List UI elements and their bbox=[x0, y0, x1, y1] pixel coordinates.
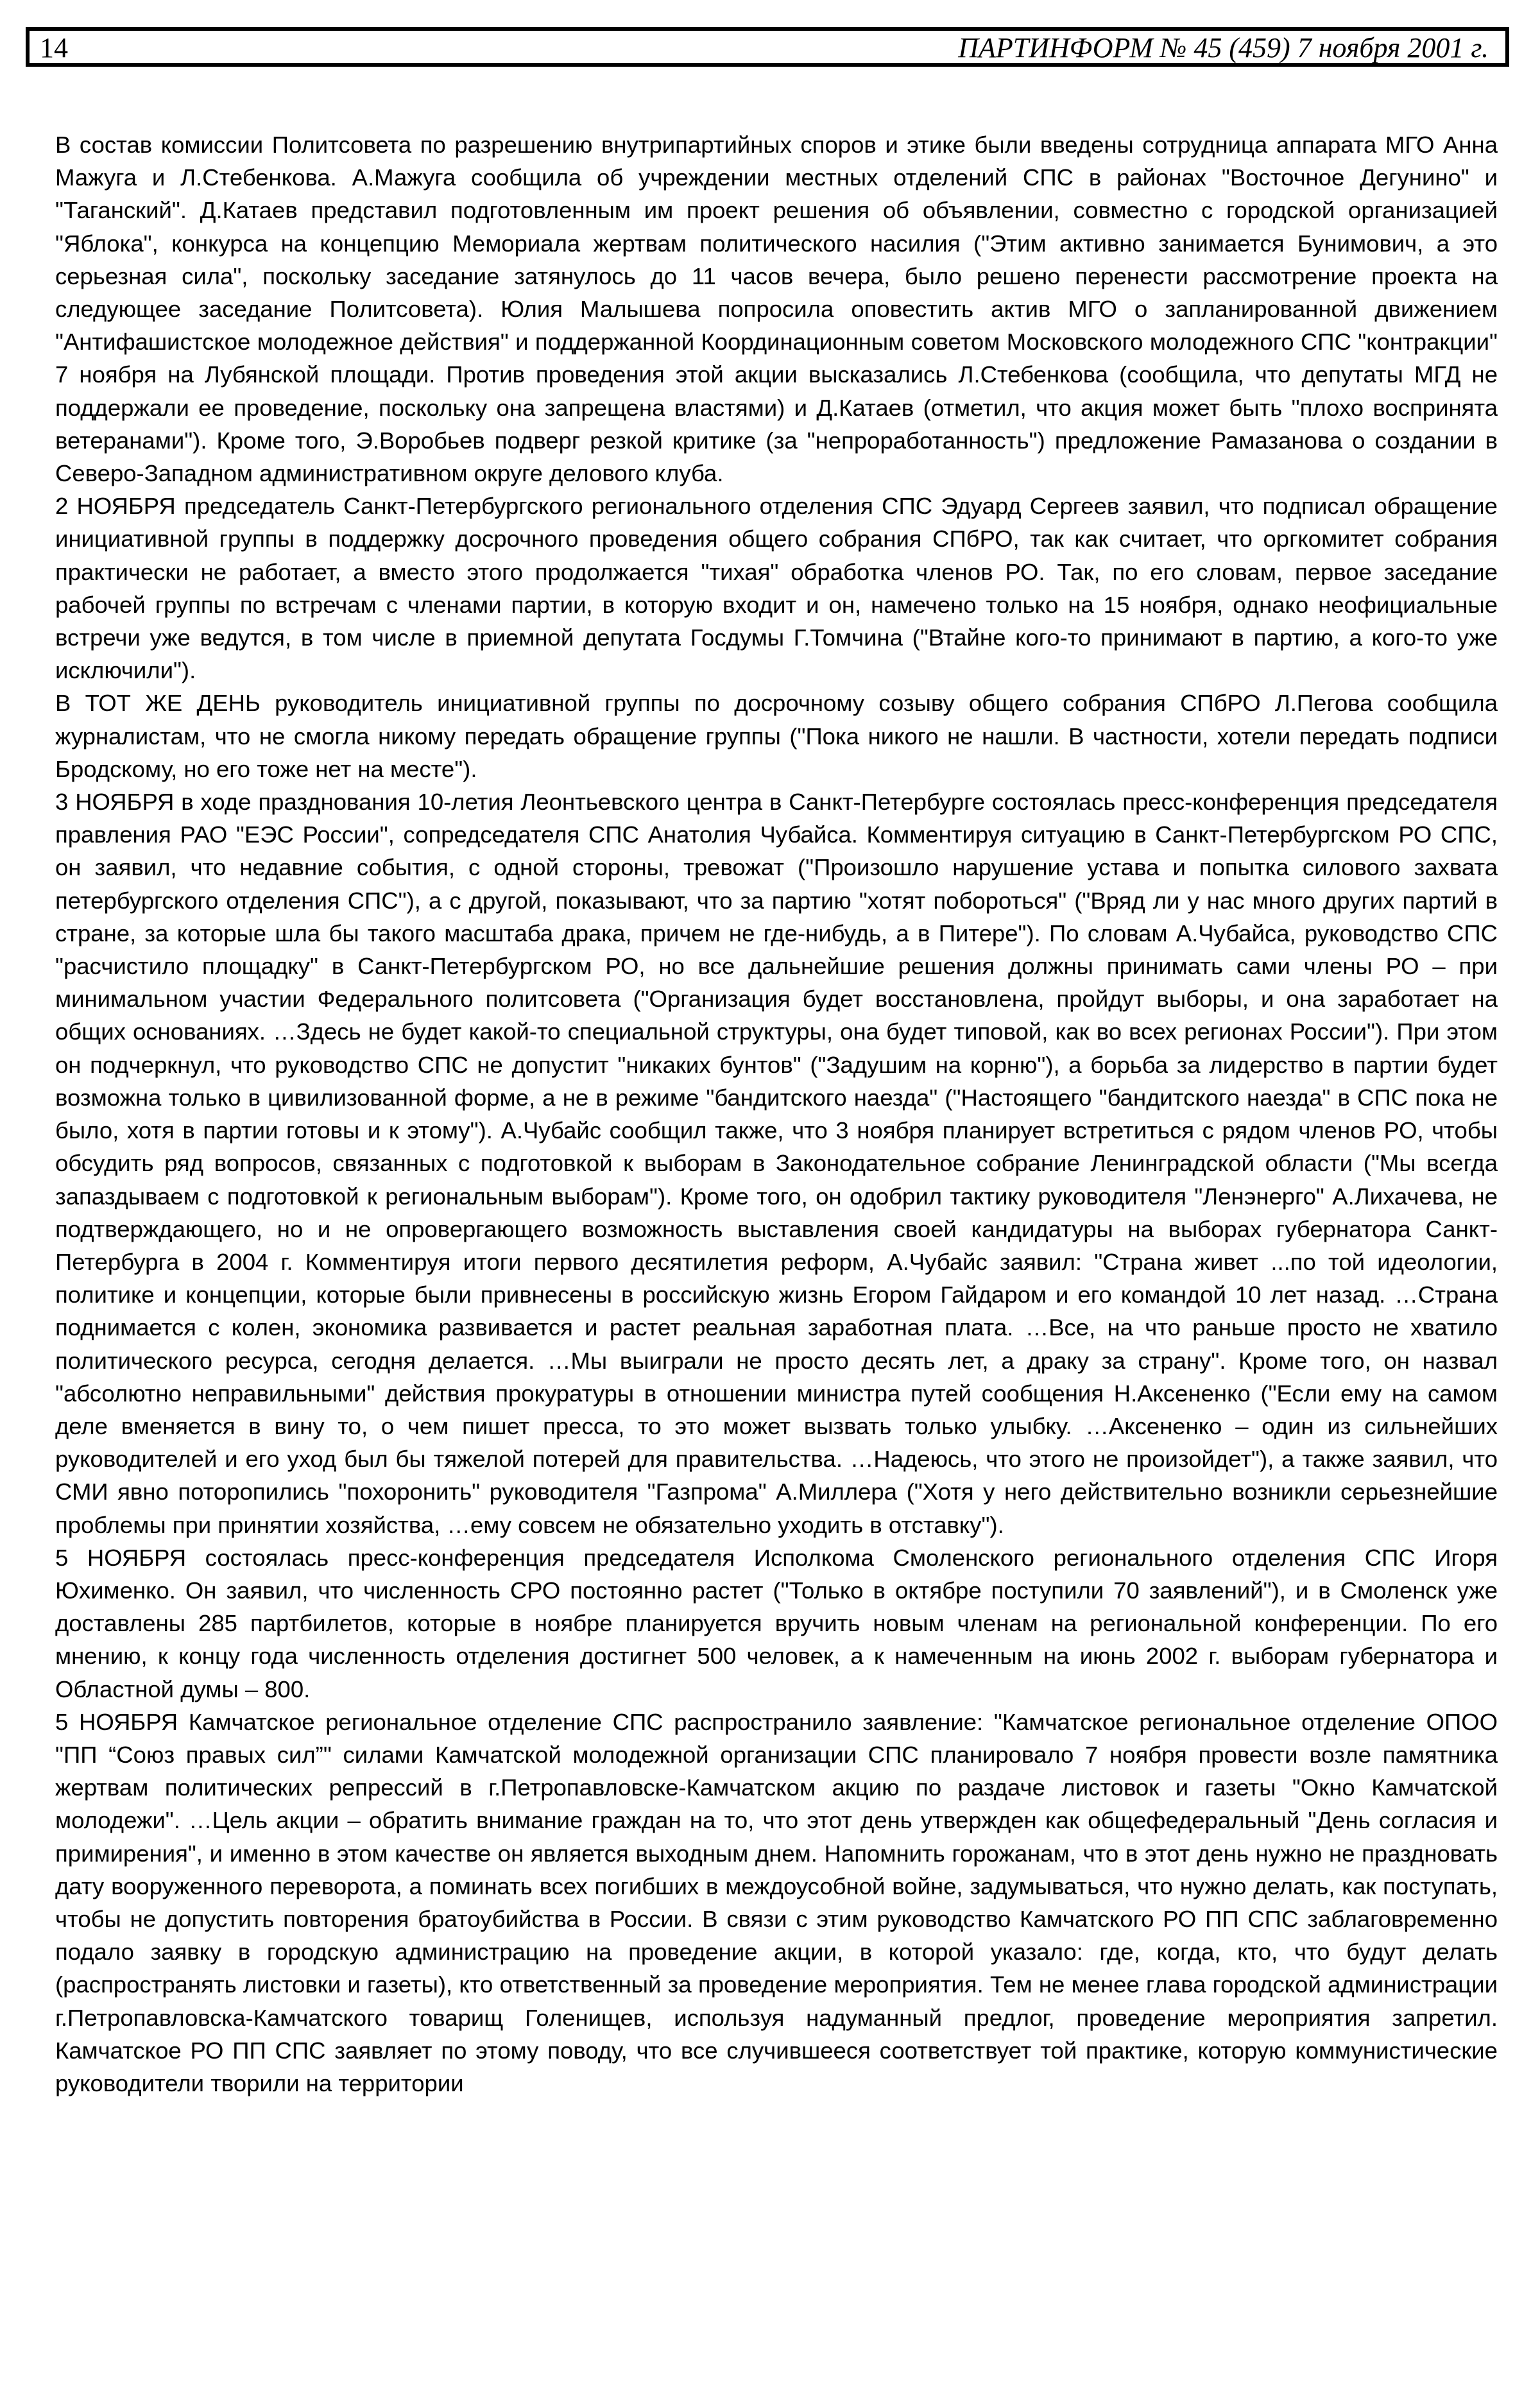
paragraph: 5 НОЯБРЯ Камчатское региональное отделение СПС распространило заявление: "Камчатское региональное отделение ОПОО "ПП “Союз правых сил”" силами Камчатской молодежной организации СПС планировало 7 ноября провести возле памятника жертвам политических репрессий в г.Петропавловске-Камчатском акцию по раздаче листовок и газеты "Окно Камчатской молодежи". …Цель акции – обратить внимание граждан на то, что этот день утвержден как общефедеральный "День согласия и примирения", и именно в этом качестве он является выходным днем. Напомнить горожанам, что в этот день нужно не праздновать дату вооруженного переворота, а поминать всех погибших в междоусобной войне, задумываться, что нужно делать, как поступать, чтобы не допустить повторения братоубийства в России. В связи с этим руководство Камчатского РО ПП СПС заблаговременно подало заявку в городскую администрацию на проведение акции, в которой указало: где, когда, кто, что будут делать (распространять листовки и газеты), кто ответственный за проведение мероприятия. Тем не менее глава городской администрации г.Петропавловска-Камчатского товарищ Голенищев, используя надуманный предлог, проведение мероприятия запретил. Камчатское РО ПП СПС заявляет по этому поводу, что все случившееся соответствует той практике, которую коммунистические руководители творили на территории bbox=[55, 1708, 1498, 2096]
page-number: 14 bbox=[40, 32, 68, 64]
page-header bbox=[26, 27, 1509, 67]
issue-title: ПАРТИНФОРМ № 45 (459) 7 ноября 2001 г. bbox=[958, 32, 1489, 64]
paragraph: 3 НОЯБРЯ в ходе празднования 10-летия Леонтьевского центра в Санкт-Петербурге состоялась пресс-конференция председателя правления РАО "ЕЭС России", сопредседателя СПС Анатолия Чубайса. Комментируя ситуацию в Санкт-Петербургском РО СПС, он заявил, что недавние события, с одной стороны, тревожат ("Произошло нарушение устава и попытка силового захвата петербургского отделения СПС"), а с другой, показывают, что за партию "хотят побороться" ("Вряд ли у нас много других партий в стране, за которые шла бы такого масштаба драка, причем не где-нибудь, а в Питере"). По словам А.Чубайса, руководство СПС "расчистило площадку" в Санкт-Петербургском РО, но все дальнейшие решения должны принимать сами члены РО – при минимальном участии Федерального политсовета ("Организация будет восстановлена, пройдут выборы, и она заработает на общих основаниях. …Здесь не будет какой-то специальной структуры, она будет типовой, как во всех регионах России"). При этом он подчеркнул, что руководство СПС не допустит "никаких бунтов" ("Задушим на корню"), а борьба за лидерство в партии будет возможна только в цивилизованной форме, а не в режиме "бандитского наезда" ("Настоящего "бандитского наезда" в СПС пока не было, хотя в партии готовы и к этому"). А.Чубайс сообщил также, что 3 ноября планирует встретиться с рядом членов РО, чтобы обсудить ряд вопросов, связанных с подготовкой к выборам в Законодательное собрание Ленинградской области ("Мы всегда запаздываем с подготовкой к региональным выборам"). Кроме того, он одобрил тактику руководителя "Ленэнерго" А.Лихачева, не подтверждающего, но и не опровергающего возможность выставления своей кандидатуры на выборах губернатора Санкт-Петербурга в 2004 г. Комментируя итоги первого десятилетия реформ, А.Чубайс заявил: "Страна живет ...по той идеологии, политике и концепции, которые были привнесены в российскую жизнь Егором Гайдаром и его командой 10 лет назад. …Страна поднимается с колен, экономика развивается и растет реальная заработная плата. …Все, на что раньше просто не хватило политического ресурса, сегодня делается. …Мы выиграли не просто десять лет, а драку за страну". Кроме того, он назвал "абсолютно неправильными" действия прокуратуры в отношении министра путей сообщения Н.Аксененко ("Если ему на самом деле вменяется в вину то, о чем пишет пресса, то это может вызвать только улыбку. …Аксененко – один из сильнейших руководителей и его уход был бы тяжелой потерей для правительства. …Надеюсь, что этого не произойдет"), а также заявил, что СМИ явно поторопились "похоронить" руководителя "Газпрома" А.Миллера ("Хотя у него действительно возникли серьезнейшие проблемы при принятии хозяйства, …ему совсем не обязательно уходить в отставку"). bbox=[55, 789, 1498, 1538]
paragraph: В ТОТ ЖЕ ДЕНЬ руководитель инициативной группы по досрочному созыву общего собрания СПбРО Л.Пегова сообщила журналистам, что не смогла никому передать обращение группы ("Пока никого не нашли. В частности, хотели передать подписи Бродскому, но его тоже нет на месте"). bbox=[55, 690, 1498, 782]
paragraph: 2 НОЯБРЯ председатель Санкт-Петербургского регионального отделения СПС Эдуард Сергеев заявил, что подписал обращение инициативной группы в поддержку досрочного проведения общего собрания СПбРО, так как считает, что оргкомитет собрания практически не работает, а вместо этого продолжается "тихая" обработка членов РО. Так, по его словам, первое заседание рабочей группы по встречам с членами партии, в которую входит и он, намечено только на 15 ноября, однако неофициальные встречи уже ведутся, в том числе в приемной депутата Госдумы Г.Томчина ("Втайне кого-то принимают в партию, а кого-то уже исключили"). bbox=[55, 493, 1498, 684]
paragraph: 5 НОЯБРЯ состоялась пресс-конференция председателя Исполкома Смоленского регионального отделения СПС Игоря Юхименко. Он заявил, что численность СРО постоянно растет ("Только в октябре поступили 70 заявлений"), и в Смоленск уже доставлены 285 партбилетов, которые в ноябре планируется вручить новым членам на региональной конференции. По его мнению, к концу года численность отделения достигнет 500 человек, а к намеченным на июнь 2002 г. выборам губернатора и Областной думы – 800. bbox=[55, 1544, 1498, 1702]
paragraph: В состав комиссии Политсовета по разрешению внутрипартийных споров и этике были введены сотрудница аппарата МГО Анна Мажуга и Л.Стебенкова. А.Мажуга сообщила об учреждении местных отделений СПС в районах "Восточное Дегунино" и "Таганский". Д.Катаев представил подготовленным им проект решения об объявлении, совместно с городской организацией "Яблока", конкурса на концепцию Мемориала жертвам политического насилия ("Этим активно занимается Бунимович, а это серьезная сила", поскольку заседание затянулось до 11 часов вечера, было решено перенести рассмотрение проекта на следующее заседание Политсовета). Юлия Малышева попросила оповестить актив МГО о запланированной движением "Антифашистское молодежное действия" и поддержанной Координационным советом Московского молодежного СПС "контракции" 7 ноября на Лубянской площади. Против проведения этой акции высказались Л.Стебенкова (сообщила, что депутаты МГД не поддержали ее проведение, поскольку она запрещена властями) и Д.Катаев (отметил, что акция может быть "плохо воспринята ветеранами"). Кроме того, Э.Воробьев подверг резкой критике (за "непроработанность") предложение Рамазанова о создании в Северо-Западном административном округе делового клуба. bbox=[55, 132, 1498, 487]
article-body bbox=[55, 128, 1498, 2100]
